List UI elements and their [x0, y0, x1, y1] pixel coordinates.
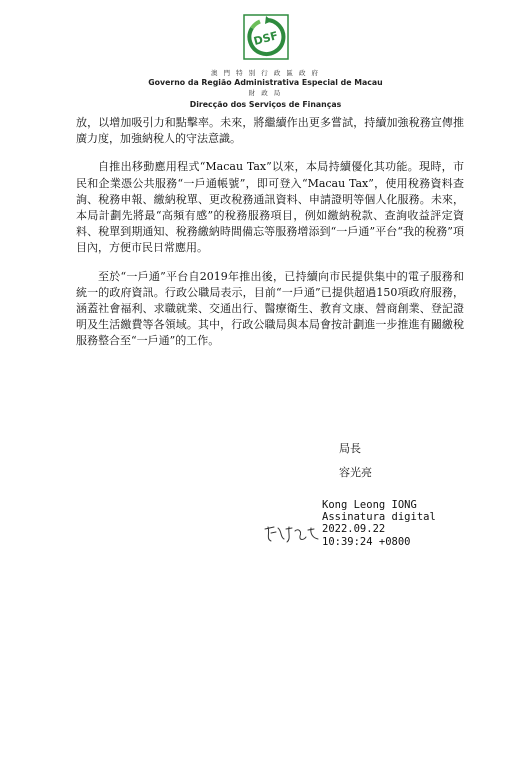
- signatory-name: 容光亮: [339, 466, 372, 479]
- dept-name-pt: Direcção dos Serviços de Finanças: [189, 99, 342, 109]
- paragraph-2: 自推出移動應用程式“Macau Tax”以來，本局持續優化其功能。現時，市民和企業憑公共服務“一戶通帳號”，即可登入“Macau Tax”，使用稅務資料查詢、稅務申報、繳納稅單、更改稅務通訊資料、申請證明等個人化服務。未來，本局計劃先將最“高頻有感”的稅務服務項目，例如繳納稅款、查詢收益評定資料、稅單到期通知、稅務繳納時間備忘等服務增添到“一戶通”平台“我的稅務”項目內，方便市民日常應用。: [76, 160, 464, 255]
- signature-date: 2022.09.22: [322, 523, 386, 536]
- handwritten-signature-icon: [262, 519, 324, 547]
- paragraph-1: 放，以增加吸引力和點擊率。未來，將繼續作出更多嘗試，持續加強稅務宣傳推廣力度，加強納稅人的守法意識。: [76, 116, 464, 146]
- signature-time: 10:39:24 +0800: [322, 535, 411, 548]
- signatory-block: [339, 437, 372, 485]
- signature-label: Assinatura digital: [322, 511, 436, 524]
- paragraph-3: 至於“一戶通”平台自2019年推出後，已持續向市民提供集中的電子服務和統一的政府資訊。行政公職局表示，目前“一戶通”已提供超過150項政府服務，涵蓋社會福利、求職就業、交通出行、醫療衛生、教育文康、營商創業、登記證明及生活繳費等各領域。其中，行政公職局與本局會按計劃進一步推進有關繳稅服務整合至“一戶通”的工作。: [76, 269, 464, 348]
- signer-name: Kong Leong IONG: [322, 499, 417, 511]
- dept-name-zh: 財 政 局: [248, 89, 283, 98]
- digital-signature: [262, 499, 482, 561]
- gov-name-pt: Governo da Região Administrativa Especial de Macau: [148, 78, 383, 88]
- signature-details: [322, 499, 436, 548]
- dsf-logo-icon: [243, 14, 289, 60]
- logo-text: DSF: [251, 29, 279, 48]
- letterhead: [0, 14, 531, 110]
- letter-body: [76, 115, 464, 362]
- signatory-title: 局長: [339, 442, 361, 455]
- gov-name-zh: 澳 門 特 別 行 政 區 政 府: [210, 69, 321, 77]
